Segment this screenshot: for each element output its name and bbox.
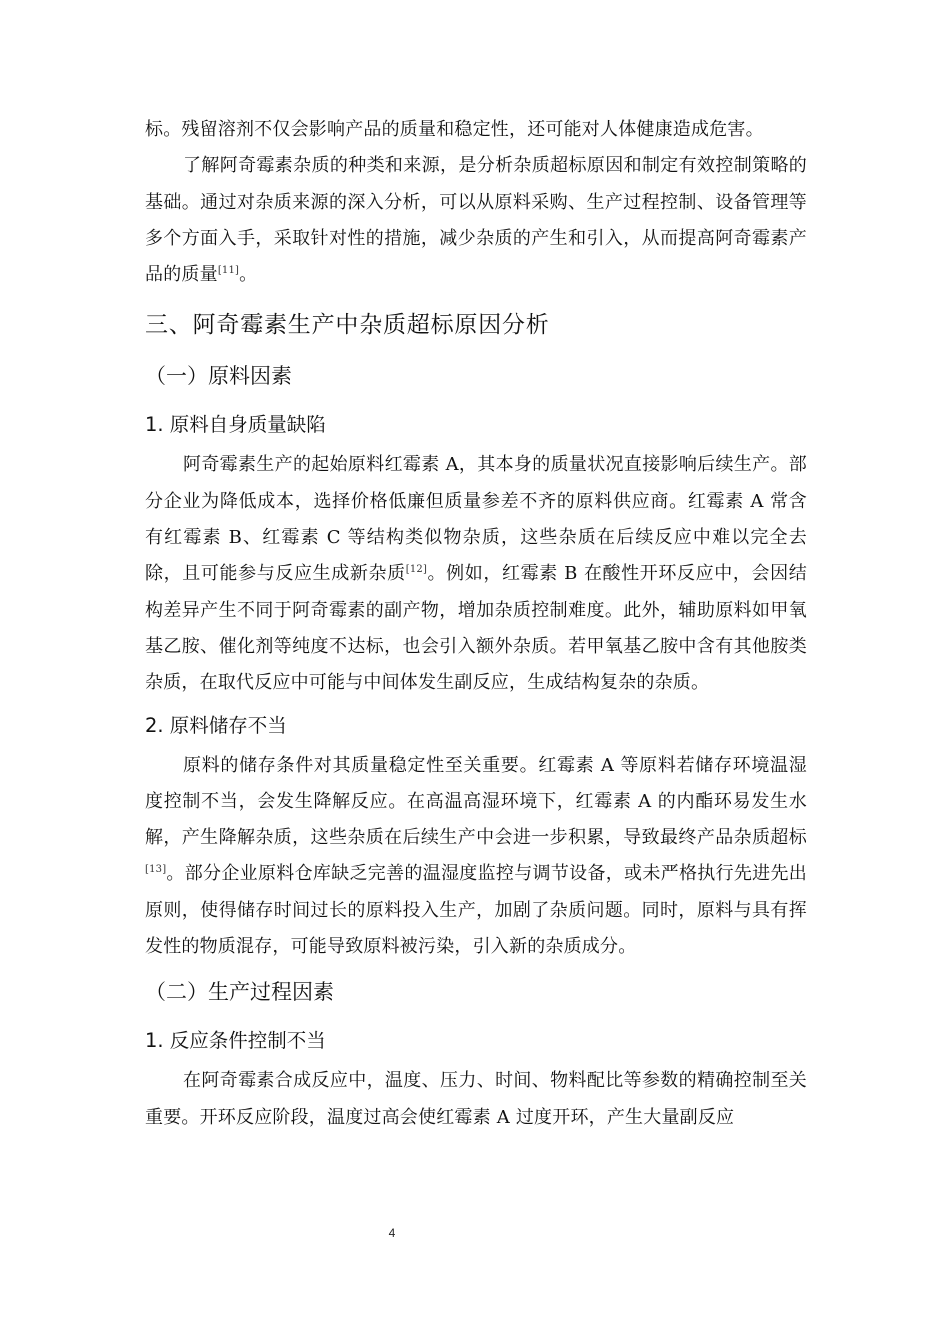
paragraph-residual-solvent: 标。残留溶剂不仅会影响产品的质量和稳定性，还可能对人体健康造成危害。: [145, 119, 764, 140]
paragraph-raw-material-quality: 阿奇霉素生产的起始原料红霉素 A，其本身的质量状况直接影响后续生产。部分企业为降低成本，选择价格低廉但质量参差不齐的原料供应商。红霉素 A 常含有红霉素 B、红霉素 C 等结构类似物杂质，这些杂质在后续反应中难以完全去除，且可能参与反应生成新杂质[12]。例如，红霉素 B 在酸性开环反应中，会因结构差异产生不同于阿奇霉素的副产物，增加杂质控制难度。此外，辅助原料如甲氧基乙胺、催化剂等纯度不达标，也会引入额外杂质。若甲氧基乙胺中含有其他胺类杂质，在取代反应中可能与中间体发生副反应，生成结构复杂的杂质。: [145, 454, 807, 694]
subsection-heading-raw-materials: （一）原料因素: [145, 364, 292, 389]
item-heading-improper-storage: 2. 原料储存不当: [145, 713, 287, 737]
page-number: 4: [388, 1226, 396, 1240]
item-heading-quality-defects: 1. 原料自身质量缺陷: [145, 413, 326, 437]
citation-ref: [12]: [405, 564, 428, 576]
subsection-heading-production-process: （二）生产过程因素: [145, 980, 334, 1005]
citation-ref: [11]: [217, 265, 240, 277]
section-heading-3: 三、阿奇霉素生产中杂质超标原因分析: [145, 312, 550, 339]
citation-ref: [13]: [145, 864, 167, 876]
paragraph-reaction-conditions: 在阿奇霉素合成反应中，温度、压力、时间、物料配比等参数的精确控制至关重要。开环反应阶段，温度过高会使红霉素 A 过度开环，产生大量副反应: [145, 1070, 807, 1128]
paragraph-raw-material-storage: 原料的储存条件对其质量稳定性至关重要。红霉素 A 等原料若储存环境温湿度控制不当，会发生降解反应。在高温高湿环境下，红霉素 A 的内酯环易发生水解，产生降解杂质，这些杂质在后续生产中会进一步积累，导致最终产品杂质超标[13]。部分企业原料仓库缺乏完善的温湿度监控与调节设备，或未严格执行先进先出原则，使得储存时间过长的原料投入生产，加剧了杂质问题。同时，原料与具有挥发性的物质混存，可能导致原料被污染，引入新的杂质成分。: [145, 754, 807, 958]
document-body: [145, 112, 807, 1136]
paragraph-impurity-sources: 了解阿奇霉素杂质的种类和来源，是分析杂质超标原因和制定有效控制策略的基础。通过对杂质来源的深入分析，可以从原料采购、生产过程控制、设备管理等多个方面入手，采取针对性的措施，减少杂质的产生和引入，从而提高阿奇霉素产品的质量[11]。: [145, 155, 807, 286]
item-heading-reaction-conditions: 1. 反应条件控制不当: [145, 1029, 326, 1053]
